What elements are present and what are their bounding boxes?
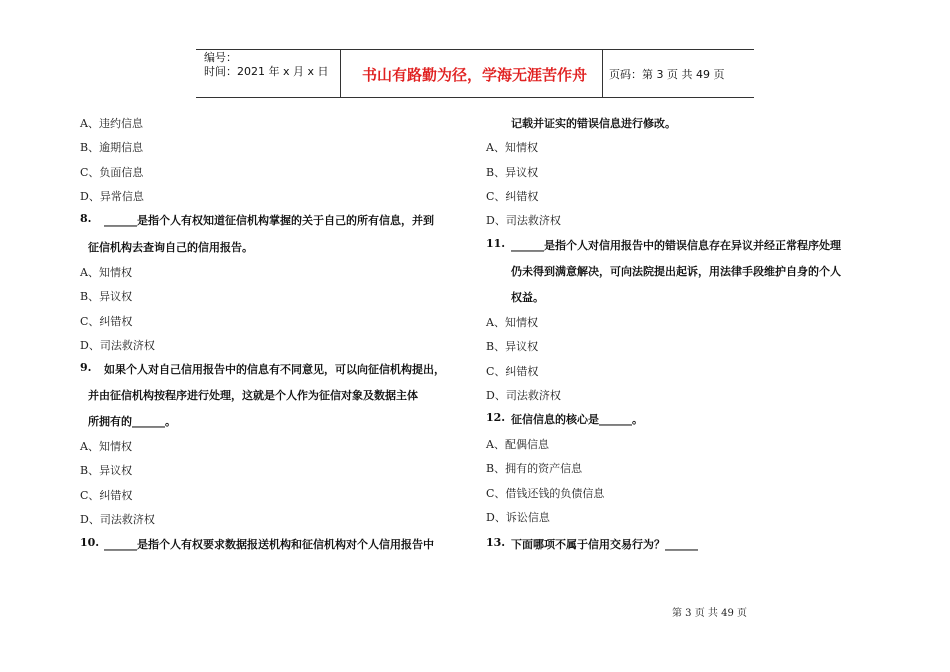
q11-number: 11. [486, 237, 506, 250]
header-motto: 书山有路勤为径，学海无涯苦作舟 [361, 66, 587, 84]
header-divider [340, 50, 341, 97]
q10-option-a: A、知情权 [486, 141, 538, 154]
q11-option-c: C、纠错权 [486, 365, 539, 378]
q9-option-d: D、司法救济权 [80, 513, 155, 526]
q7-option-d: D、异常信息 [80, 190, 144, 203]
q12-option-b: B、拥有的资产信息 [486, 462, 583, 475]
q10-text-line: ______是指个人有权要求数据报送机构和征信机构对个人信用报告中 [104, 538, 434, 551]
q11-option-b: B、异议权 [486, 340, 539, 353]
q7-option-c: C、负面信息 [80, 166, 144, 179]
q11-text-line: 权益。 [511, 291, 544, 304]
page-header [196, 49, 754, 98]
q9-text-line: 并由征信机构按程序进行处理，这就是个人作为征信对象及数据主体 [88, 389, 418, 402]
q12-option-d: D、诉讼信息 [486, 511, 550, 524]
q9-text-line: 所拥有的______。 [88, 415, 176, 428]
q10-text-continued: 记载并证实的错误信息进行修改。 [511, 117, 676, 130]
q9-text-line: 如果个人对自己信用报告中的信息有不同意见，可以向征信机构提出， [104, 363, 445, 376]
q12-number: 12. [486, 411, 506, 424]
q9-option-b: B、异议权 [80, 464, 133, 477]
number-label: 编号： [204, 51, 237, 64]
q8-option-b: B、异议权 [80, 290, 133, 303]
q8-number: 8. [80, 212, 92, 225]
q9-option-c: C、纠错权 [80, 489, 133, 502]
q7-option-b: B、逾期信息 [80, 141, 144, 154]
q11-text-line: 仍未得到满意解决，可向法院提出起诉，用法律手段维护自身的个人 [511, 265, 841, 278]
q8-option-a: A、知情权 [80, 266, 132, 279]
q12-text-line: 征信信息的核心是______。 [511, 413, 643, 426]
q13-text-line: 下面哪项不属于信用交易行为？______ [511, 538, 698, 551]
q7-option-a: A、违约信息 [80, 117, 143, 130]
time-label: 时间：2021 年 x 月 x 日 [204, 65, 329, 78]
q11-text-line: ______是指个人对信用报告中的错误信息存在异议并经正常程序处理 [511, 239, 841, 252]
page-footer: 第 3 页 共 49 页 [672, 608, 747, 619]
q10-option-d: D、司法救济权 [486, 214, 561, 227]
q11-option-d: D、司法救济权 [486, 389, 561, 402]
header-page-number: 页码：第 3 页 共 49 页 [609, 68, 725, 81]
q12-option-a: A、配偶信息 [486, 438, 549, 451]
q10-option-b: B、异议权 [486, 166, 539, 179]
q13-number: 13. [486, 536, 506, 549]
q10-option-c: C、纠错权 [486, 190, 539, 203]
q8-option-c: C、纠错权 [80, 315, 133, 328]
q10-number: 10. [80, 536, 100, 549]
header-divider [602, 50, 603, 97]
q8-text-line: 征信机构去查询自己的信用报告。 [88, 241, 253, 254]
q9-number: 9. [80, 361, 92, 374]
q11-option-a: A、知情权 [486, 316, 538, 329]
q9-option-a: A、知情权 [80, 440, 132, 453]
header-meta [204, 51, 329, 79]
q8-option-d: D、司法救济权 [80, 339, 155, 352]
q8-text-line: ______是指个人有权知道征信机构掌握的关于自己的所有信息，并到 [104, 214, 434, 227]
q12-option-c: C、借钱还钱的负债信息 [486, 487, 605, 500]
